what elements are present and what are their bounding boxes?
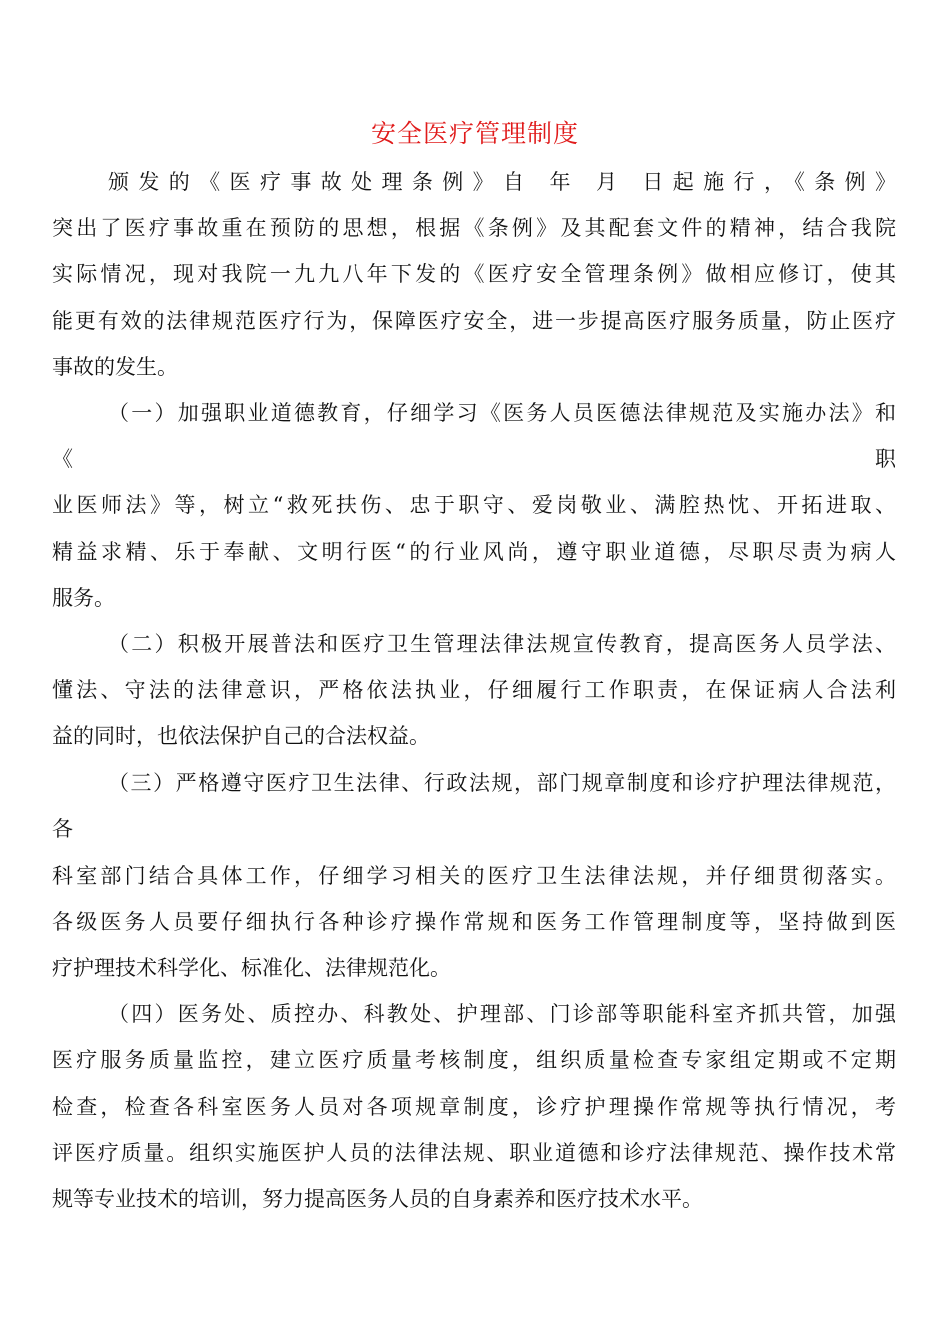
paragraph-line: 医疗服务质量监控，建立医疗质量考核制度，组织质量检查专家组定期或不定期: [52, 1048, 896, 1072]
paragraph-line: 服务。: [52, 586, 115, 610]
paragraph-line: （四）医务处、质控办、科教处、护理部、门诊部等职能科室齐抓共管，加强: [108, 1002, 896, 1026]
paragraph-line: 事故的发生。: [52, 355, 178, 379]
paragraph-line: 各级医务人员要仔细执行各种诊疗操作常规和医务工作管理制度等，坚持做到医: [52, 910, 896, 934]
paragraph-line: 懂法、守法的法律意识，严格依法执业，仔细履行工作职责，在保证病人合法利: [52, 678, 896, 702]
paragraph-line: 疗护理技术科学化、标准化、法律规范化。: [52, 956, 451, 980]
paragraph-line: 能更有效的法律规范医疗行为，保障医疗安全，进一步提高医疗服务质量，防止医疗: [52, 309, 896, 333]
paragraph-line: 精益求精、乐于奉献、文明行医“的行业风尚，遵守职业道德，尽职尽责为病人: [52, 540, 896, 564]
paragraph-line: 业医师法》等，树立“救死扶伤、忠于职守、爱岗敬业、满腔热忱、开拓进取、: [52, 493, 896, 517]
paragraph-line: 评医疗质量。组织实施医护人员的法律法规、职业道德和诊疗法律规范、操作技术常: [52, 1141, 896, 1165]
paragraph-line: （三）严格遵守医疗卫生法律、行政法规，部门规章制度和诊疗护理法律规范，: [108, 771, 896, 795]
paragraph-line: 各: [52, 817, 73, 841]
paragraph-line: 检查，检查各科室医务人员对各项规章制度，诊疗护理操作常规等执行情况，考: [52, 1095, 896, 1119]
paragraph-line: （二）积极开展普法和医疗卫生管理法律法规宣传教育，提高医务人员学法、: [108, 632, 896, 656]
paragraph-line: 《 职: [52, 447, 896, 471]
paragraph-line: 规等专业技术的培训，努力提高医务人员的自身素养和医疗技术水平。: [52, 1187, 703, 1211]
paragraph-line: 颁发的《医疗事故处理条例》自 年 月 日起施行，《条例》: [108, 170, 896, 194]
paragraph-line: 实际情况，现对我院一九九八年下发的《医疗安全管理条例》做相应修订，使其: [52, 262, 896, 286]
paragraph-line: 益的同时，也依法保护自己的合法权益。: [52, 724, 430, 748]
paragraph-line: 科室部门结合具体工作，仔细学习相关的医疗卫生法律法规，并仔细贯彻落实。: [52, 864, 896, 888]
paragraph-line: （一）加强职业道德教育，仔细学习《医务人员医德法律规范及实施办法》和: [108, 401, 896, 425]
paragraph-line: 突出了医疗事故重在预防的思想，根据《条例》及其配套文件的精神，结合我院: [52, 216, 896, 240]
document-title: 安全医疗管理制度: [370, 119, 579, 148]
